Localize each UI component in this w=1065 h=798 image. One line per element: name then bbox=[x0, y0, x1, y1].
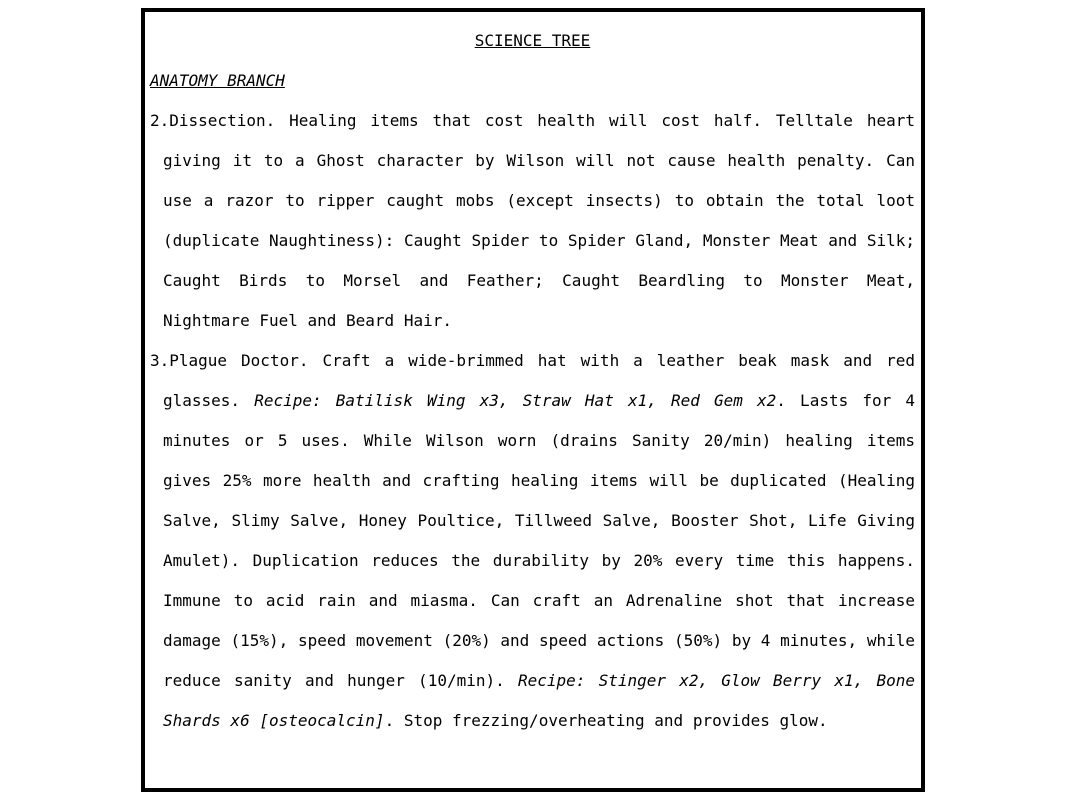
item-number: 2. bbox=[150, 111, 170, 130]
item-text: Dissection. Healing items that cost health will cost half. Telltale heart giving it to a Ghost character by Wilson will not cause health penalty. Can use a razor to ripper caught mobs (except insects) to obtain the total loot (duplicate Naughtiness): Caught Spider to Spider Gland, Monster Meat and Silk; Caught Birds to Morsel and Feather; Caught Beardling to Monster Meat, Nightmare Fuel and Beard Hair. bbox=[163, 111, 915, 330]
list-item-dissection bbox=[150, 101, 915, 341]
document-page bbox=[141, 8, 925, 792]
item-text: Plague Doctor. Craft a wide-brimmed hat with a leather beak mask and red glasses. bbox=[163, 351, 915, 410]
recipe-text: Recipe: Stinger x2, Glow Berry x1, Bone Shards x6 [osteocalcin] bbox=[163, 671, 915, 730]
document-title: SCIENCE TREE bbox=[474, 31, 591, 50]
list-item-plague-doctor bbox=[150, 341, 915, 741]
document-body bbox=[145, 12, 921, 741]
item-number: 3. bbox=[150, 351, 170, 370]
item-text: . Lasts for 4 minutes or 5 uses. While Wilson worn (drains Sanity 20/min) healing items gives 25% more health and crafting healing items will be duplicated (Healing Salve, Slimy Salve, Honey Poultice, Tillweed Salve, Booster Shot, Life Giving Amulet). Duplication reduces the durability by 20% every time this happens. Immune to acid rain and miasma. Can craft an Adrenaline shot that increase damage (15%), speed movement (20%) and speed actions (50%) by 4 minutes, while reduce sanity and hunger (10/min). bbox=[163, 391, 916, 690]
item-text: . Stop frezzing/overheating and provides glow. bbox=[384, 711, 828, 730]
section-heading: ANATOMY BRANCH bbox=[150, 71, 285, 90]
recipe-text: Recipe: Batilisk Wing x3, Straw Hat x1, Red Gem x2 bbox=[254, 391, 777, 410]
